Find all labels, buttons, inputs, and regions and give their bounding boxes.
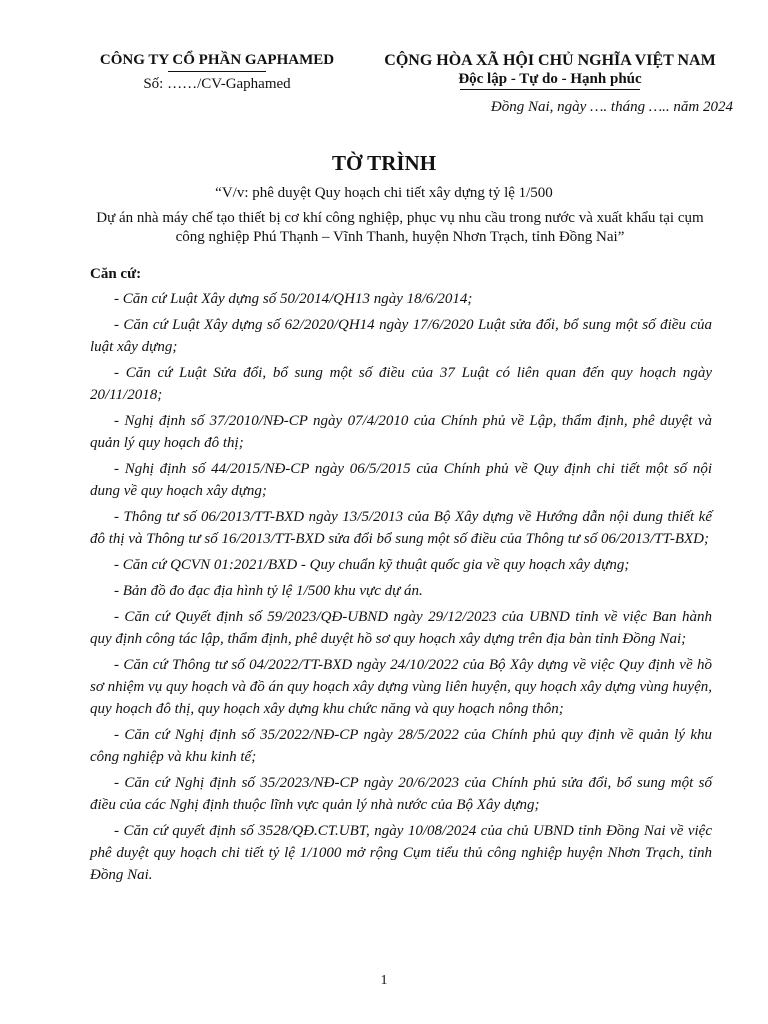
basis-item: - Căn cứ QCVN 01:2021/BXD - Quy chuẩn kỹ thuật quốc gia về quy hoạch xây dựng; [114, 557, 630, 573]
basis-item: - Căn cứ Nghị định số 35/2023/NĐ-CP ngày 20/6/2023 của Chính phủ sửa đổi, bổ sung một số điều của các Nghị định thuộc lĩnh vực quản lý nhà nước của Bộ Xây dựng; [90, 775, 712, 813]
national-motto: Độc lập - Tự do - Hạnh phúc [458, 71, 642, 87]
place-date-line: Đồng Nai, ngày …. tháng ….. năm 2024 [490, 99, 733, 115]
project-description: Dự án nhà máy chế tạo thiết bị cơ khí công nghiệp, phục vụ nhu cầu trong nước và xuất khẩu tại cụm công nghiệp Phú Thạnh – Vĩnh Thanh, huyện Nhơn Trạch, tỉnh Đồng Nai” [96, 210, 704, 245]
company-underline [168, 71, 266, 72]
basis-item: - Bản đồ đo đạc địa hình tỷ lệ 1/500 khu vực dự án. [114, 583, 423, 599]
document-number: Số: ……/CV-Gaphamed [143, 76, 291, 92]
document-title: TỜ TRÌNH [331, 151, 437, 175]
basis-item: - Căn cứ quyết định số 3528/QĐ.CT.UBT, ngày 10/08/2024 của chủ UBND tỉnh Đồng Nai về việc phê duyệt quy hoạch chi tiết tỷ lệ 1/1000 mở rộng Cụm tiểu thủ công nghiệp huyện Nhơn Trạch, tỉnh Đồng Nai. [90, 823, 712, 883]
basis-item: - Nghị định số 37/2010/NĐ-CP ngày 07/4/2010 của Chính phủ về Lập, thẩm định, phê duyệt và quản lý quy hoạch đô thị; [90, 413, 712, 451]
basis-heading: Căn cứ: [90, 266, 142, 282]
basis-item: - Thông tư số 06/2013/TT-BXD ngày 13/5/2013 của Bộ Xây dựng về Hướng dẫn nội dung thiết kế đô thị và Thông tư số 16/2013/TT-BXD sửa đổi bổ sung một số điều của Thông tư số 06/2013/TT-BXD; [90, 509, 712, 547]
company-name: CÔNG TY CỔ PHẦN GAPHAMED [99, 52, 335, 68]
page-number: 1 [380, 973, 388, 988]
national-header-block [362, 51, 738, 90]
national-title: CỘNG HÒA XÃ HỘI CHỦ NGHĨA VIỆT NAM [384, 52, 716, 69]
motto-underline [460, 89, 640, 90]
basis-item: - Nghị định số 44/2015/NĐ-CP ngày 06/5/2015 của Chính phủ về Quy định chi tiết một số nội dung về quy hoạch xây dựng; [90, 461, 712, 499]
basis-item: - Căn cứ Luật Xây dựng số 50/2014/QH13 ngày 18/6/2014; [114, 291, 473, 307]
basis-item: - Căn cứ Thông tư số 04/2022/TT-BXD ngày 24/10/2022 của Bộ Xây dựng về việc Quy định về hồ sơ nhiệm vụ quy hoạch và đồ án quy hoạch xây dựng vùng liên huyện, quy hoạch xây dựng vùng huyện, quy hoạch đô thị, quy hoạch xây dựng khu chức năng và quy hoạch nông thôn; [90, 657, 712, 717]
basis-item: - Căn cứ Quyết định số 59/2023/QĐ-UBND ngày 29/12/2023 của UBND tỉnh về việc Ban hành quy định công tác lập, thẩm định, phê duyệt hồ sơ quy hoạch xây dựng trên địa bàn tỉnh Đồng Nai; [90, 609, 712, 647]
basis-item: - Căn cứ Nghị định số 35/2022/NĐ-CP ngày 28/5/2022 của Chính phủ quy định về quản lý khu công nghiệp và khu kinh tế; [90, 727, 712, 765]
basis-item: - Căn cứ Luật Xây dựng số 62/2020/QH14 ngày 17/6/2020 Luật sửa đổi, bổ sung một số điều của luật xây dựng; [90, 317, 712, 355]
basis-section [90, 264, 712, 890]
issuer-block [82, 51, 352, 94]
document-subject: “V/v: phê duyệt Quy hoạch chi tiết xây dựng tỷ lệ 1/500 [215, 185, 553, 201]
basis-item: - Căn cứ Luật Sửa đổi, bổ sung một số điều của 37 Luật có liên quan đến quy hoạch ngày 20/11/2018; [90, 365, 712, 403]
